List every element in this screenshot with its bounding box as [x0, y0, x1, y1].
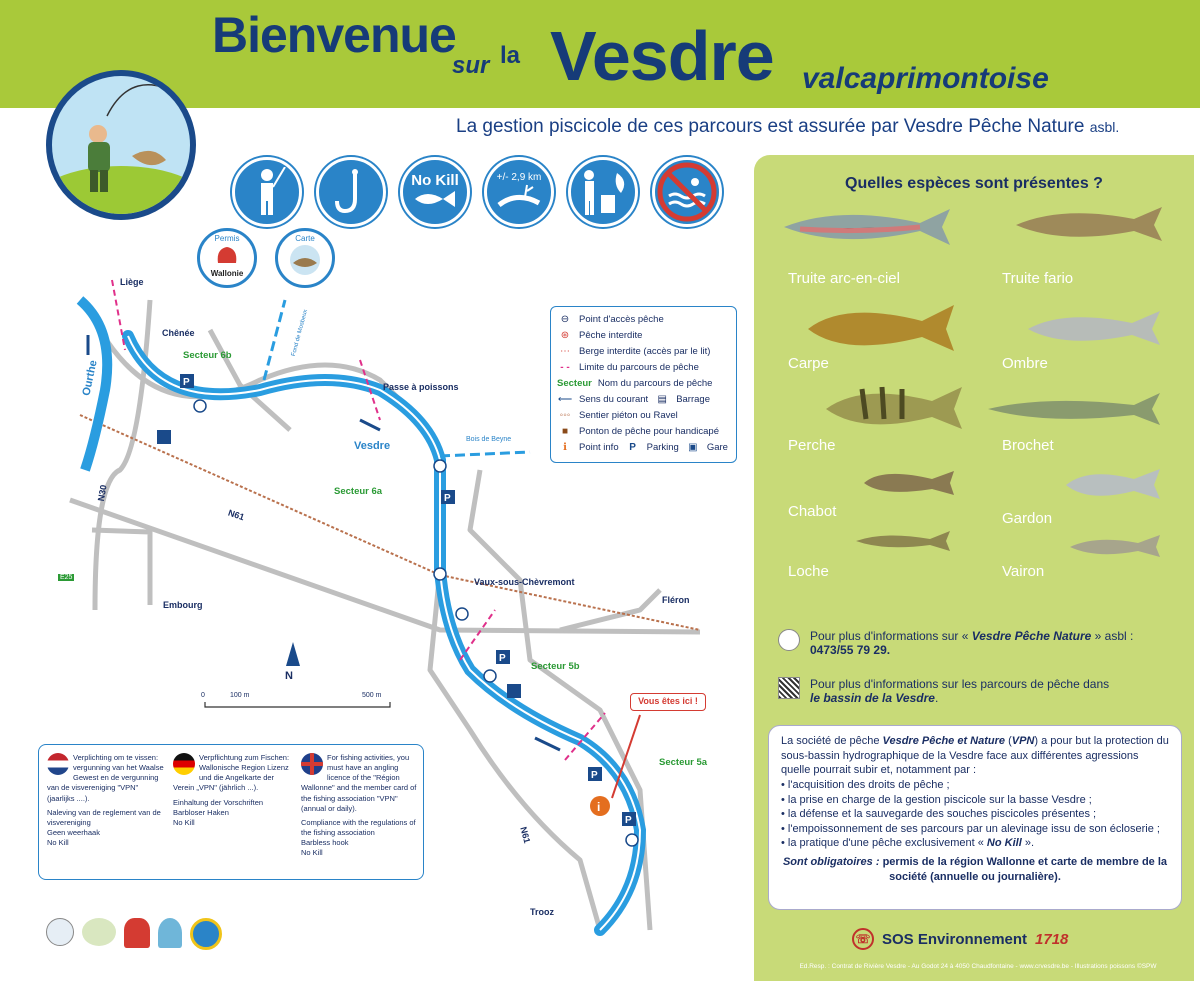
legend-text: Sentier piéton ou Ravel — [579, 409, 678, 421]
oblig-text: permis de la région Wallonne et carte de membre de la société (annuelle ou journalière). — [879, 856, 1168, 883]
parking-icon: P — [629, 441, 636, 453]
vpn-obligations — [781, 855, 1169, 884]
map-legend — [550, 306, 737, 463]
info-phone: 0473/55 79 29. — [810, 643, 891, 657]
title-la: la — [500, 42, 521, 69]
title-vesdre: Vesdre — [550, 17, 774, 95]
road-n61-west — [70, 500, 700, 632]
phone-icon: ☏ — [852, 928, 874, 950]
limit-icon: ‐ ‐ — [560, 361, 570, 373]
vpn-text: ». — [1021, 837, 1034, 850]
title-sur: sur — [452, 52, 490, 79]
station-icon — [157, 430, 171, 444]
species-brown-trout: Truite fario — [1002, 270, 1074, 287]
no-swimming-icon — [652, 157, 722, 227]
notice-item: Barbless hook — [301, 838, 349, 847]
wallonie-logo — [124, 918, 150, 948]
notice-item: Geen weerhaak — [47, 827, 100, 837]
species-rainbow-trout: Truite arc-en-ciel — [788, 270, 900, 287]
legend-row — [557, 407, 730, 423]
label-secteur-6a: Secteur 6a — [334, 486, 383, 497]
language-notice — [38, 744, 424, 880]
label-liege: Liège — [120, 277, 144, 287]
legend-text: Parking — [646, 441, 679, 453]
scale-bar — [205, 702, 390, 707]
vpn-goal: • l'acquisition des droits de pêche ; — [781, 778, 950, 791]
species-perch: Perche — [788, 437, 836, 454]
notice-item: Barbloser Haken — [173, 807, 229, 817]
label-n30: N30 — [95, 483, 109, 503]
trail-icon: ◦◦◦ — [559, 409, 571, 421]
vpn-description — [768, 725, 1182, 910]
species-title: Quelles espèces sont présentes ? — [845, 175, 1103, 192]
vpn-goals — [781, 778, 1169, 851]
legend-text: Point d'accès pêche — [579, 313, 664, 325]
permit-label: Permis — [214, 234, 240, 243]
vpn-intro — [781, 734, 1169, 778]
vpn-goal — [781, 836, 1169, 851]
barbless-hook-icon — [316, 157, 386, 227]
notice-item: Naleving van de reglement van de visvereniging — [47, 807, 161, 827]
svg-text:P: P — [444, 493, 451, 504]
legend-row — [557, 359, 730, 375]
germany-flag-icon — [173, 753, 195, 775]
netherlands-flag-icon — [47, 753, 69, 775]
legend-text: Nom du parcours de pêche — [597, 377, 713, 389]
info-icon: ℹ — [563, 441, 567, 453]
label-e25: E25 — [60, 574, 73, 581]
svg-text:P: P — [591, 770, 598, 781]
notice-text: Verplichting om te vissen: vergunning van het Waalse Gewest en de vergunning van de visvereniging "VPN" (jaarlijks ....). — [47, 753, 164, 803]
notice-item: No Kill — [173, 817, 195, 827]
distance-icon — [484, 157, 554, 227]
no-fishing-icon: ⊛ — [560, 329, 570, 341]
card-label: Carte — [295, 234, 315, 243]
rainbow-trout-image — [780, 203, 956, 251]
oblig-label: Sont obligatoires : — [782, 856, 880, 868]
spw-logo — [158, 918, 182, 948]
current-arrow — [360, 420, 380, 430]
label-secteur-6b: Secteur 6b — [183, 350, 232, 361]
info-basin-text — [810, 677, 1109, 705]
management-asbl: asbl. — [1089, 119, 1120, 135]
access-point — [434, 568, 446, 580]
access-point — [484, 670, 496, 682]
species-carp: Carpe — [788, 355, 829, 372]
notice-german — [173, 753, 291, 828]
basin-link[interactable]: le bassin de la Vesdre — [810, 691, 935, 705]
legend-row — [557, 343, 730, 359]
carp-image — [804, 295, 960, 359]
stream-bois-de-beyne — [440, 452, 530, 456]
you-are-here-marker: Vous êtes ici ! — [630, 693, 706, 711]
notice-item: No Kill — [47, 838, 69, 847]
notice-text: For fishing activities, you must have an angling licence of the "Région Wallonne" and the member card of the fishing association "VPN" (annual or daily). — [301, 753, 417, 813]
angler-logo — [46, 70, 196, 220]
info-text: » asbl : — [1091, 629, 1134, 643]
stream-fond — [264, 300, 285, 380]
loach-image — [854, 527, 954, 555]
legend-text: Ponton de pêche pour handicapé — [579, 425, 719, 437]
perch-image — [822, 377, 968, 437]
label-vesdre: Vesdre — [354, 440, 391, 452]
notice-dutch — [47, 753, 167, 848]
legend-text: Pêche interdite — [579, 329, 643, 341]
scale-end: 500 m — [362, 692, 382, 699]
info-text: Pour plus d'informations sur les parcours de pêche dans — [810, 677, 1110, 691]
vpn-mini-logo — [778, 629, 800, 651]
notice-item: Compliance with the regulations of the fishing association — [301, 817, 416, 837]
species-loach: Loche — [788, 563, 829, 580]
svg-text:P: P — [499, 653, 506, 664]
label-fleron: Fléron — [662, 595, 690, 605]
label-north: N — [285, 670, 293, 682]
footer-credit: Ed.Resp. : Contrat de Rivière Vesdre - Au Godot 24 à 4050 Chaudfontaine - www.crvesdre.be - Illustrations poissons ©SPW — [799, 963, 1157, 970]
access-point — [434, 460, 446, 472]
access-point — [456, 608, 468, 620]
label-secteur-5a: Secteur 5a — [659, 757, 708, 768]
label-n61: N61 — [226, 507, 246, 523]
label-trooz: Trooz — [530, 907, 554, 917]
species-roach: Gardon — [1002, 510, 1053, 527]
current-arrow — [535, 738, 560, 750]
label-embourg: Embourg — [163, 600, 203, 610]
label-secteur-5b: Secteur 5b — [531, 661, 580, 672]
legend-row — [557, 391, 730, 407]
vpn-text: ) a pour but la protection du sous-bassin hydrographique de la Vesdre face aux différentes agressions quelle pourrait subir et, notamment par : — [781, 735, 1169, 777]
management-text: La gestion piscicole de ces parcours est assurée par Vesdre Pêche Nature — [456, 116, 1085, 137]
svg-text:P: P — [183, 377, 190, 388]
sos-label: SOS Environnement — [882, 930, 1028, 948]
species-pike: Brochet — [1002, 437, 1054, 454]
label-bois-beyne: Bois de Beyne — [466, 436, 512, 443]
forbidden-bank-icon: ⋯ — [560, 345, 570, 357]
species-minnow: Vairon — [1002, 563, 1045, 580]
secteur-sample: Secteur — [557, 377, 592, 389]
federation-logo — [82, 918, 116, 946]
label-n61-south: N61 — [518, 825, 533, 845]
title-bienvenue: Bienvenue — [212, 7, 456, 63]
vpn-goal: • la prise en charge de la gestion piscicole sur la basse Vesdre ; — [781, 793, 1092, 806]
access-point — [194, 400, 206, 412]
minnow-image — [1068, 531, 1164, 561]
title-valcaprimontoise: valcaprimontoise — [802, 62, 1049, 95]
wheelchair-icon — [507, 684, 521, 698]
station-icon: ▣ — [688, 441, 698, 453]
legend-row — [557, 311, 730, 327]
scale-zero: 0 — [201, 692, 205, 699]
info-text: Pour plus d'informations sur « — [810, 629, 972, 643]
legend-text: Barrage — [676, 393, 710, 405]
angler-icon — [232, 157, 302, 227]
info-basin — [778, 677, 1178, 705]
label-chenee: Chênée — [162, 328, 195, 338]
vpn-text: ( — [1005, 735, 1012, 747]
bullhead-image — [862, 465, 958, 499]
notice-text: Verpflichtung zum Fischen: Wallonische Region Lizenz und die Angelkarte der Verein „VPN" (jährlich ...). — [173, 753, 290, 793]
legend-text: Gare — [706, 441, 728, 453]
legend-row — [557, 327, 730, 343]
access-point — [626, 834, 638, 846]
litter-bin-icon — [568, 157, 638, 227]
header-banner — [0, 0, 1200, 108]
info-text: . — [934, 691, 939, 705]
species-grayling: Ombre — [1002, 355, 1048, 372]
wallonie-label: Wallonie — [210, 269, 244, 278]
scale-mid: 100 m — [230, 692, 250, 699]
vpn-name: Vesdre Pêche et Nature — [882, 735, 1006, 747]
legend-text: Berge interdite (accès par le lit) — [579, 345, 711, 357]
access-point-icon: ⊖ — [560, 313, 570, 325]
vpn-logo — [46, 918, 74, 946]
management-notice — [456, 116, 1119, 138]
vpn-text: La société de pêche — [781, 735, 883, 747]
legend-row — [557, 439, 730, 455]
notice-item: Einhaltung der Vorschriften — [173, 797, 264, 807]
sos-number[interactable]: 1718 — [1035, 930, 1069, 948]
crv-logo — [190, 918, 222, 950]
pike-image — [986, 387, 1164, 431]
uk-flag-icon — [301, 753, 323, 775]
no-kill-icon — [400, 157, 470, 227]
pontoon-icon: ■ — [561, 425, 569, 437]
north-arrow — [286, 642, 300, 666]
vpn-no-kill: No Kill — [986, 837, 1022, 850]
legend-text: Sens du courant — [579, 393, 649, 405]
sos-environment — [852, 928, 1068, 950]
no-kill-label: No Kill — [411, 171, 459, 189]
vpn-goal: • l'empoissonnement de ses parcours par un alevinage issu de son écloserie ; — [781, 822, 1160, 835]
notice-english — [301, 753, 419, 858]
legend-row — [557, 423, 730, 439]
road-embourg — [92, 530, 150, 605]
species-panel — [754, 155, 1194, 981]
dam-icon: ▤ — [657, 393, 667, 405]
svg-text:i: i — [597, 800, 601, 814]
info-vpn — [778, 629, 1178, 657]
info-vpn-name: Vesdre Pêche Nature — [971, 629, 1092, 643]
vpn-abbr: VPN — [1011, 735, 1035, 747]
label-ourthe: Ourthe — [80, 359, 100, 397]
svg-text:P: P — [625, 815, 632, 826]
legend-row — [557, 375, 730, 391]
legend-text: Point info — [579, 441, 619, 453]
qr-code-icon[interactable] — [778, 677, 800, 699]
vpn-goal: • la défense et la sauvegarde des souches piscicoles présentes ; — [781, 808, 1097, 821]
info-vpn-text — [810, 629, 1133, 657]
species-bullhead: Chabot — [788, 503, 837, 520]
current-arrow-icon: ⟵ — [557, 393, 573, 405]
label-vaux: Vaux-sous-Chèvremont — [474, 577, 575, 587]
roach-image — [1064, 463, 1164, 503]
label-passe: Passe à poissons — [383, 382, 459, 392]
partner-logos — [46, 918, 226, 954]
notice-item: No Kill — [301, 848, 323, 858]
vpn-text: • la pratique d'une pêche exclusivement « — [781, 837, 987, 850]
label-fond: Fond de Mosbeux — [290, 309, 310, 357]
distance-label: +/- 2,9 km — [496, 172, 542, 183]
legend-text: Limite du parcours de pêche — [579, 361, 699, 373]
